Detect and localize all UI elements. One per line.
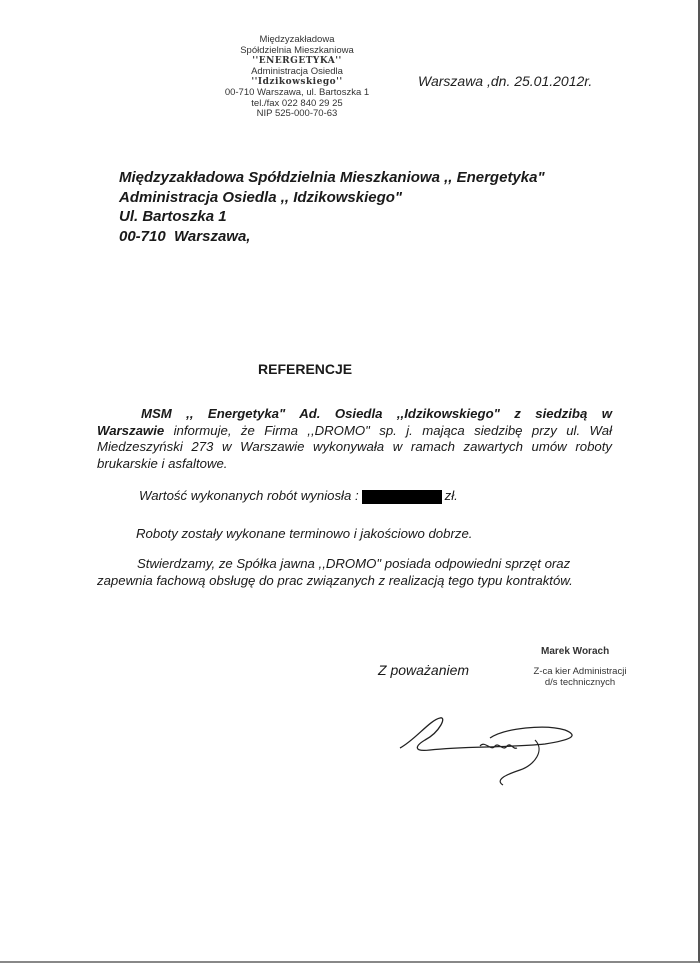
signer-name: Marek Worach xyxy=(541,646,610,657)
signer-title xyxy=(520,666,640,688)
recipient-line: Międzyzakładowa Spółdzielnia Mieszkaniowa ,, Energetyka" xyxy=(119,169,545,186)
stamp-line: Administracja Osiedla xyxy=(251,65,343,77)
stamp-line: Spółdzielnia Mieszkaniowa xyxy=(240,44,354,56)
value-currency: zł. xyxy=(444,488,458,503)
closing-salutation: Z poważaniem xyxy=(378,662,470,678)
stamp-line: ''ENERGETYKA'' xyxy=(252,56,342,67)
value-line xyxy=(139,488,458,504)
recipient-line: Administracja Osiedla ,, Idzikowskiego" xyxy=(119,188,403,206)
stamp-line: 00-710 Warszawa, ul. Bartoszka 1 xyxy=(224,86,370,98)
stamp-line: Międzyzakładowa xyxy=(259,34,335,45)
recipient-line: 00-710 Warszawa, xyxy=(119,227,251,245)
letter-date: Warszawa ,dn. 25.01.2012r. xyxy=(418,73,593,89)
recipient-line: Ul. Bartoszka 1 xyxy=(119,208,227,225)
stamp-line: NIP 525-000-70-63 xyxy=(256,108,338,120)
stamp-line: ''Idzikowskiego'' xyxy=(251,77,343,88)
equipment-text: Stwierdzamy, ze Spółka jawna ,,DROMO" posiada odpowiedni sprzęt oraz zapewnia fachową obsługę do prac związanych z realizacją tego typu kontraktów. xyxy=(97,556,573,588)
value-label: Wartość wykonanych robót wyniosła : xyxy=(139,488,359,503)
company-stamp xyxy=(222,35,372,120)
intro-text: informuje, że Firma ,,DROMO" sp. j. mająca siedzibę przy ul. Wał Miedzeszyński 273 w Warszawie wykonywała w ramach zawartych umów roboty brukarskie i asfaltowe. xyxy=(97,422,612,471)
paragraph-equipment xyxy=(97,556,617,589)
intro-bold-text: MSM ,, Energetyka" Ad. Osiedla ,,Idzikowskiego" z siedzibą w Warszawie xyxy=(97,406,612,438)
paragraph-quality: Roboty zostały wykonane terminowo i jakościowo dobrze. xyxy=(136,526,473,541)
recipient-address xyxy=(119,168,545,246)
document-title: REFERENCJE xyxy=(258,361,353,377)
redacted-amount xyxy=(362,490,442,504)
stamp-line: tel./fax 022 840 29 25 xyxy=(251,97,343,109)
signer-title-line: d/s technicznych xyxy=(544,677,616,688)
paragraph-intro xyxy=(97,406,612,472)
handwritten-signature xyxy=(395,710,585,790)
signer-title-line: Z-ca kier Administracji xyxy=(533,666,627,677)
